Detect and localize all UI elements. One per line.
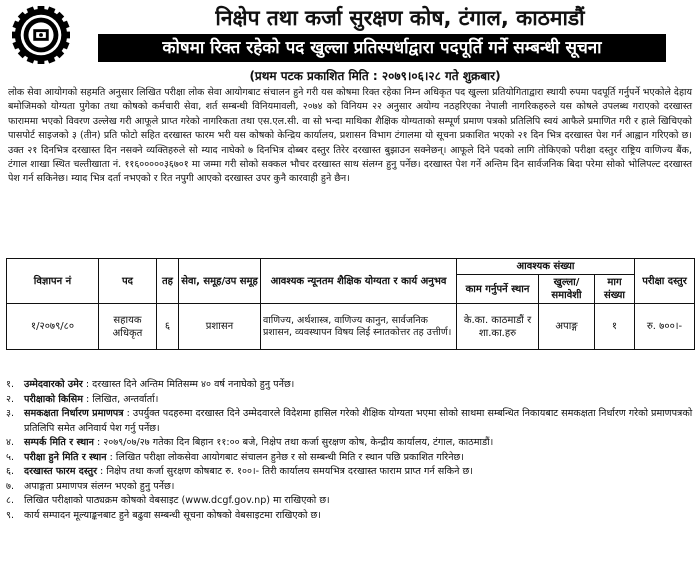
item-number: ५.: [6, 451, 15, 463]
header-ad-no: विज्ञापन नं: [7, 259, 99, 304]
list-item: [6, 480, 694, 495]
item-number: ८.: [6, 495, 15, 506]
cell-service: प्रशासन: [179, 304, 261, 350]
publish-date: (प्रथम पटक प्रकाशित मिति : २०७९।०६।२८ गते शुक्रबार): [249, 69, 501, 83]
item-text: : २०७९/०७/२७ गतेका दिन बिहान ११:०० बजे, निक्षेप तथा कर्जा सुरक्षण कोष, केन्द्रीय कार्यालय, टंगाल, काठमाडौं।: [93, 437, 494, 448]
item-text: : लिखित, अन्तर्वार्ता।: [82, 393, 159, 405]
header-qualification: आवश्यक न्यूनतम शैक्षिक योग्यता र कार्य अनुभव: [261, 259, 457, 304]
list-item: [6, 436, 694, 451]
item-number: ७.: [6, 480, 15, 492]
item-number: ६.: [6, 466, 15, 477]
table-row: [7, 304, 695, 350]
item-number: १.: [6, 379, 15, 390]
intro-paragraph: लोक सेवा आयोगको सहमति अनुसार लिखित परीक्षा लोक सेवा आयोगबाट संचालन हुने गरी यस कोषमा रिक्त रहेका निम्न अधिकृत पद खुल्ला प्रतियोगिताद्वारा स्थायी रुपमा पदपूर्ति गर्नुपर्ने भएकोले देहाय बमोजिमको योग्यता पुगेका तथा कोषको कर्मचारी सेवा, शर्त सम्बन्धी विनियमावली, २०७४ को विनियम २२ अनुसार अयोग्य नठहरिएका नेपाली नागरिकहरुले यस कोषले उपलब्ध गराएको दरखास्त फाराममा भएको विवरण उल्लेख गरी आफूले प्राप्त गरेको नागरिकता तथा एस.एल.सी. वा सो भन्दा माथिका शैक्षिक योग्यताको सम्पूर्ण प्रमाण पत्रको प्रतिलिपि स्वयं आफैले प्रमाणित गरी र हाले खिचिएको पासपोर्ट साइजको ३ (तीन) प्रति फोटो सहित दरखास्त फारम भरी यस कोषको केन्द्रिय कार्यालय, प्रशासन विभाग टंगालमा यो सूचना प्रकाशित भएको २१ दिन भित्र दरखास्त पेश गर्न आह्वान गरिएको छ। उक्त २१ दिनभित्र दरखास्त दिन नसक्ने व्यक्तिहरुले सो म्याद नाघेको ७ दिनभित्र दोब्बर दस्तुर तिरेर दरखास्त बुझाउन सक्नेछन्। आफूले दिने पदको लागि तोकिएको परीक्षा दस्तुर राष्ट्रिय वाणिज्य बैंक, टंगाल शाखा स्थित चल्तीखाता नं. ११६०००००३६७०१ मा जम्मा गरी सोको सक्कल भौचर दरखास्त साथ संलग्न हुनु पर्नेछ। दरखास्त पेश गर्ने अन्तिम दिन सार्वजनिक बिदा परेमा सोको भोलिपल्ट दरखास्त पेश गर्न सकिनेछ। म्याद भित्र दर्ता नभएको र रित नपुगी आएको दरखास्त उपर कुनै कारवाही हुने छैन।: [8, 87, 692, 185]
item-text: अपाङ्गता प्रमाणपत्र संलग्न भएको हुनु पर्नेछ।: [24, 480, 175, 492]
list-item: [6, 451, 694, 466]
cell-open-inclusive: अपाङ्ग: [539, 304, 595, 350]
list-item: [6, 407, 694, 436]
list-item: [6, 393, 694, 408]
header-level: तह: [157, 259, 179, 304]
item-number: ३.: [6, 408, 15, 419]
header-service: सेवा, समूह/उप समूह: [179, 259, 261, 304]
item-label: सम्पर्क मिति र स्थान: [24, 437, 94, 448]
cell-level: ६: [157, 304, 179, 350]
list-item: [6, 494, 694, 509]
item-text: कार्य सम्पादन मूल्याङ्कनबाट हुने बढुवा सम्बन्धी सूचना कोषको वेबसाइटमा राखिएको छ।: [24, 509, 321, 521]
item-text: : लिखित परीक्षा लोकसेवा आयोगबाट संचालन हुनेछ र सो सम्बन्धी मिति र स्थान पछि प्रकाशित गरिनेछ।: [106, 451, 464, 463]
cell-exam-fee: रु. ७००।-: [635, 304, 695, 350]
header-open-inclusive: खुल्ला/ समावेशी: [539, 275, 595, 304]
item-number: २.: [6, 393, 15, 405]
item-text: : दरखास्त दिने अन्तिम मितिसम्म ४० वर्ष ननाघेको हुनु पर्नेछ।: [82, 379, 295, 390]
list-item: [6, 509, 694, 524]
list-item: [6, 378, 694, 393]
cell-work-place: के.का. काठमाडौं र शा.का.हरु: [457, 304, 539, 350]
item-number: ४.: [6, 437, 15, 448]
cell-ad-no: १/२०७९/८०: [7, 304, 99, 350]
vacancy-table: [6, 258, 695, 350]
item-text: : उपर्युक्त पदहरुमा दरखास्त दिने उम्मेदवारले विदेशमा हासिल गरेको शैक्षिक योग्यता भएमा सोको साथमा सम्बन्धित निकायबाट समकक्षता निर्धारण गरेको प्रमाणपत्रको प्रतिलिपि समेत अनिवार्य पेश गर्नु पर्नेछ।: [24, 408, 693, 434]
notice-title-banner: कोषमा रिक्त रहेको पद खुल्ला प्रतिस्पर्धाद्वारा पदपूर्ति गर्ने सम्बन्धी सूचना: [98, 34, 666, 62]
org-title: निक्षेप तथा कर्जा सुरक्षण कोष, टंगाल, काठमाडौं: [215, 6, 585, 30]
cell-qualification: वाणिज्य, अर्थशास्त्र, वाणिज्य कानुन, सार्वजनिक प्रशासन, व्यवस्थापन विषय लिई स्नातकोत्तर तह उत्तीर्ण।: [261, 304, 457, 350]
item-label: परीक्षा हुने मिति र स्थान: [24, 451, 107, 463]
header-work-place: काम गर्नुपर्ने स्थान: [457, 275, 539, 304]
item-label: समकक्षता निर्धारण प्रमाणपत्र: [24, 408, 124, 419]
cell-post: सहायक अधिकृत: [99, 304, 157, 350]
list-item: [6, 465, 694, 480]
item-label: दरखास्त फारम दस्तुर: [24, 466, 97, 477]
cell-demand-count: १: [595, 304, 635, 350]
header-post: पद: [99, 259, 157, 304]
dcgf-logo-icon: [12, 6, 70, 64]
terms-list: [6, 378, 694, 523]
header-exam-fee: परीक्षा दस्तुर: [635, 259, 695, 304]
item-text: लिखित परीक्षाको पाठ्यक्रम कोषको वेबसाइट (www.dcgf.gov.np) मा राखिएको छ।: [24, 495, 330, 506]
header-required-count: आवश्यक संख्या: [457, 259, 635, 275]
item-label: उम्मेदवारको उमेर: [24, 379, 83, 390]
item-text: : निक्षेप तथा कर्जा सुरक्षण कोषबाट रु. १००।- तिरी कार्यालय समयभित्र दरखास्त फाराम प्राप्त गर्न सकिने छ।: [97, 466, 473, 477]
item-label: परीक्षाको किसिम: [24, 393, 83, 405]
header-demand-count: माग संख्या: [595, 275, 635, 304]
item-number: ९.: [6, 509, 15, 521]
